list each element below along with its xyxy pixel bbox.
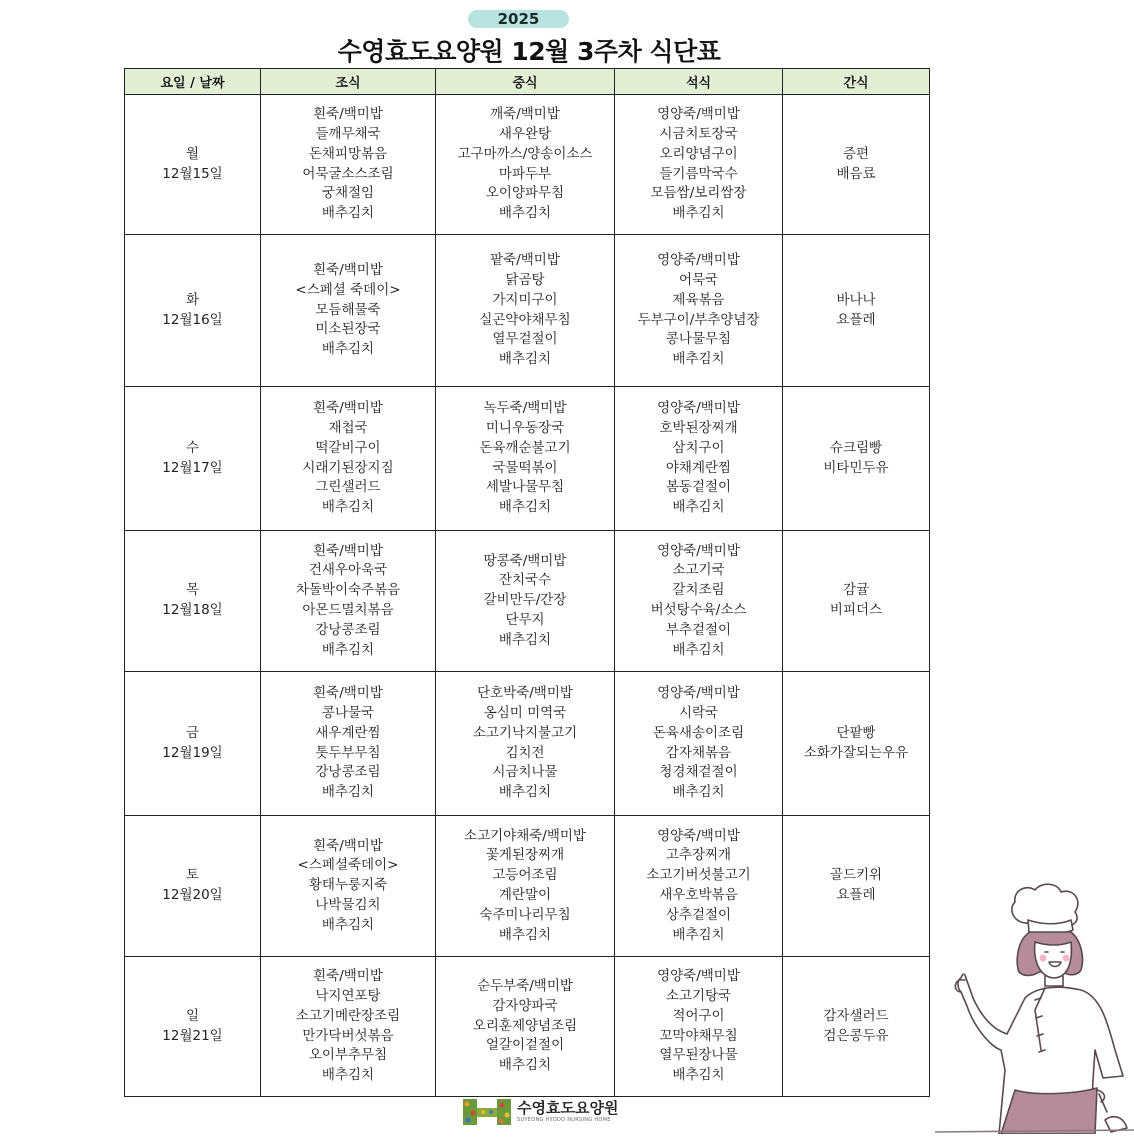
menu-item: 미니우동장국 bbox=[485, 419, 565, 436]
dinner-cell bbox=[615, 816, 783, 957]
dinner-cell bbox=[615, 95, 783, 235]
menu-item: 그린샐러드 bbox=[315, 479, 381, 496]
table-body bbox=[125, 95, 930, 1097]
logo-mosaic-icon bbox=[463, 1099, 511, 1125]
breakfast-cell bbox=[261, 95, 436, 235]
menu-item: 감자채볶음 bbox=[665, 744, 732, 761]
menu-item: 깨죽/백미밥 bbox=[490, 106, 560, 123]
chef-woman-illustration bbox=[935, 880, 1134, 1134]
table-row bbox=[125, 531, 930, 672]
menu-item: 삼치구이 bbox=[672, 439, 725, 456]
menu-item: 흰죽/백미밥 bbox=[313, 968, 383, 985]
menu-item: 잔치국수 bbox=[498, 572, 552, 589]
table-row bbox=[125, 816, 930, 957]
menu-item: 검은콩두유 bbox=[823, 1027, 889, 1044]
menu-item: 영양죽/백미밥 bbox=[657, 685, 740, 702]
menu-item: 차돌박이숙주볶음 bbox=[295, 582, 401, 599]
table-row bbox=[125, 672, 930, 816]
menu-item: 팥죽/백미밥 bbox=[490, 252, 560, 269]
menu-item: 배추김치 bbox=[672, 499, 725, 516]
menu-item: 황태누룽지죽 bbox=[308, 877, 388, 894]
menu-item: 소고기메란장조림 bbox=[295, 1007, 401, 1024]
menu-item: 돈육깨순불고기 bbox=[479, 439, 571, 456]
menu-item: 배추김치 bbox=[498, 784, 552, 801]
lunch-cell bbox=[436, 95, 615, 235]
menu-item: 두부구이/부추양념장 bbox=[637, 311, 760, 328]
menu-item: 감자양파국 bbox=[492, 997, 558, 1014]
day-label: 수 bbox=[185, 439, 200, 456]
snack-cell bbox=[783, 95, 930, 235]
menu-item: 버섯탕수육/소스 bbox=[650, 602, 747, 618]
day-date-cell bbox=[125, 957, 261, 1097]
menu-item: 청경채겉절이 bbox=[659, 764, 738, 781]
table-row bbox=[125, 95, 930, 235]
menu-item: 배추김치 bbox=[672, 351, 725, 368]
snack-cell bbox=[783, 672, 930, 816]
menu-item: 아몬드멸치볶음 bbox=[302, 602, 394, 618]
menu-item: 배추김치 bbox=[321, 205, 375, 222]
menu-item: 숙주미나리무침 bbox=[479, 906, 571, 923]
menu-item: 모듬쌈/보리쌈장 bbox=[650, 185, 747, 202]
breakfast-cell bbox=[261, 816, 436, 957]
menu-item: 계란말이 bbox=[498, 887, 552, 903]
column-header-snack: 간식 bbox=[783, 69, 930, 95]
menu-item: 땅콩죽/백미밥 bbox=[483, 552, 567, 569]
menu-item: 부추겉절이 bbox=[665, 621, 732, 638]
menu-item: 요플레 bbox=[836, 311, 876, 328]
menu-item: 강낭콩조림 bbox=[315, 764, 381, 781]
menu-item: 배추김치 bbox=[321, 916, 375, 933]
menu-item: 흰죽/백미밥 bbox=[313, 262, 383, 278]
menu-item: 영양죽/백미밥 bbox=[657, 827, 740, 844]
menu-item: 배추김치 bbox=[672, 205, 725, 222]
menu-item: 시락국 bbox=[678, 704, 719, 721]
menu-item: 흰죽/백미밥 bbox=[313, 106, 383, 123]
menu-item: 실곤약야채무침 bbox=[479, 311, 571, 328]
day-date-cell bbox=[125, 816, 261, 957]
menu-item: 배추김치 bbox=[321, 784, 375, 801]
menu-item: 배추김치 bbox=[498, 205, 552, 222]
menu-item: 꽃게된장찌개 bbox=[485, 847, 565, 864]
day-date-cell bbox=[125, 387, 261, 531]
menu-item: 세발나물무침 bbox=[485, 479, 565, 496]
column-header-breakfast: 조식 bbox=[261, 69, 436, 95]
menu-item: 고추장찌개 bbox=[665, 847, 732, 864]
menu-item: 배추김치 bbox=[672, 641, 725, 658]
menu-item: 배추김치 bbox=[321, 499, 375, 516]
menu-item: 오리양념구이 bbox=[659, 145, 738, 162]
menu-item: 소고기버섯불고기 bbox=[646, 867, 751, 884]
menu-item: 만가닥버섯볶음 bbox=[302, 1027, 394, 1044]
day-label: 금 bbox=[185, 724, 200, 741]
menu-item: 건새우아욱국 bbox=[308, 562, 388, 579]
menu-item: 소고기탕국 bbox=[665, 987, 732, 1004]
menu-item: 소고기국 bbox=[672, 562, 725, 579]
menu-item: 오리훈제양념조림 bbox=[472, 1017, 578, 1034]
snack-cell bbox=[783, 816, 930, 957]
menu-item: 소고기낙지불고기 bbox=[472, 724, 578, 741]
menu-item: 영양죽/백미밥 bbox=[657, 252, 740, 269]
menu-item: 오이양파무침 bbox=[485, 185, 565, 202]
day-date-cell bbox=[125, 531, 261, 672]
menu-item: 꼬막야채무침 bbox=[659, 1027, 738, 1044]
lunch-cell bbox=[436, 387, 615, 531]
menu-item: 배추김치 bbox=[321, 641, 375, 658]
day-label: 월 bbox=[185, 145, 200, 162]
menu-item: 김치전 bbox=[505, 744, 545, 761]
date-label: 12월15일 bbox=[162, 165, 223, 182]
table-row bbox=[125, 387, 930, 531]
meal-table bbox=[124, 68, 930, 1097]
snack-cell bbox=[783, 387, 930, 531]
menu-item: 상추겉절이 bbox=[665, 906, 732, 923]
menu-item: 오이부추무침 bbox=[308, 1047, 388, 1064]
menu-item: 갈비만두/간장 bbox=[483, 592, 567, 609]
dinner-cell bbox=[615, 235, 783, 387]
snack-cell bbox=[783, 531, 930, 672]
menu-item: 영양죽/백미밥 bbox=[657, 400, 740, 417]
logo-name: 수영효도요양원 bbox=[517, 1099, 619, 1117]
menu-item: 배음료 bbox=[836, 165, 876, 182]
lunch-cell bbox=[436, 816, 615, 957]
lunch-cell bbox=[436, 235, 615, 387]
column-header-lunch: 중식 bbox=[436, 69, 615, 95]
menu-item: <스페셜죽데이> bbox=[297, 857, 399, 874]
menu-item: 국물떡볶이 bbox=[492, 459, 558, 476]
menu-item: 영양죽/백미밥 bbox=[657, 106, 740, 123]
menu-item: 흰죽/백미밥 bbox=[313, 400, 383, 417]
menu-item: 떡갈비구이 bbox=[315, 439, 381, 456]
lunch-cell bbox=[436, 531, 615, 672]
table-row bbox=[125, 235, 930, 387]
menu-item: 배추김치 bbox=[498, 499, 552, 516]
menu-item: 배추김치 bbox=[321, 341, 375, 358]
menu-item: 단호박죽/백미밥 bbox=[477, 685, 573, 702]
menu-item: 새우계란찜 bbox=[315, 724, 381, 741]
menu-item: 나박물김치 bbox=[315, 896, 381, 913]
menu-item: 영양죽/백미밥 bbox=[657, 542, 740, 559]
menu-item: 돈채피망볶음 bbox=[308, 145, 388, 162]
menu-item: 바나나 bbox=[836, 291, 876, 308]
menu-item: 돈육새송이조림 bbox=[652, 724, 745, 741]
menu-item: 흰죽/백미밥 bbox=[313, 542, 383, 559]
menu-item: 증편 bbox=[842, 145, 870, 162]
menu-item: 갈치조림 bbox=[672, 582, 725, 599]
column-header-day: 요일 / 날짜 bbox=[125, 69, 261, 95]
footer-logo bbox=[463, 1099, 618, 1125]
date-label: 12월19일 bbox=[162, 744, 223, 761]
date-label: 12월16일 bbox=[162, 311, 223, 328]
menu-item: 새우호박볶음 bbox=[659, 887, 738, 903]
menu-item: 열무겉절이 bbox=[492, 331, 558, 348]
menu-item: 옹심미 미역국 bbox=[483, 704, 567, 721]
menu-item: 감자샐러드 bbox=[823, 1007, 889, 1024]
menu-item: 배추김치 bbox=[498, 1057, 552, 1074]
menu-item: 배추김치 bbox=[498, 351, 552, 368]
menu-item: 배추김치 bbox=[498, 926, 552, 943]
breakfast-cell bbox=[261, 235, 436, 387]
menu-item: 열무된장나물 bbox=[659, 1047, 738, 1064]
dinner-cell bbox=[615, 531, 783, 672]
menu-item: 영양죽/백미밥 bbox=[657, 968, 740, 985]
menu-item: 봄동겉절이 bbox=[665, 479, 732, 496]
menu-item: 소고기야채죽/백미밥 bbox=[464, 827, 586, 844]
menu-item: 배추김치 bbox=[672, 784, 725, 801]
menu-item: 모듬해물죽 bbox=[315, 301, 381, 318]
menu-item: 콩나물국 bbox=[321, 704, 375, 721]
date-label: 12월20일 bbox=[162, 887, 223, 903]
date-label: 12월17일 bbox=[162, 459, 223, 476]
menu-item: <스페셜 죽데이> bbox=[295, 281, 401, 298]
menu-item: 흰죽/백미밥 bbox=[313, 685, 383, 702]
menu-item: 감귤 bbox=[842, 582, 870, 599]
menu-item: 재첩국 bbox=[328, 419, 368, 436]
menu-item: 녹두죽/백미밥 bbox=[483, 400, 567, 417]
dinner-cell bbox=[615, 957, 783, 1097]
date-label: 12월18일 bbox=[162, 602, 223, 618]
menu-item: 제육볶음 bbox=[672, 291, 725, 308]
day-label: 목 bbox=[185, 582, 200, 599]
menu-item: 들깨무채국 bbox=[315, 125, 381, 142]
menu-item: 어묵국 bbox=[678, 271, 719, 288]
page-title: 수영효도요양원 12월 3주차 식단표 bbox=[337, 37, 721, 66]
menu-item: 톳두부무침 bbox=[315, 744, 381, 761]
menu-item: 적어구이 bbox=[672, 1007, 725, 1024]
menu-item: 흰죽/백미밥 bbox=[313, 837, 383, 854]
menu-item: 새우완탕 bbox=[498, 125, 552, 142]
breakfast-cell bbox=[261, 531, 436, 672]
menu-item: 호박된장찌개 bbox=[659, 419, 738, 436]
menu-item: 얼갈이겉절이 bbox=[485, 1037, 565, 1054]
day-date-cell bbox=[125, 95, 261, 235]
menu-item: 고등어조림 bbox=[492, 867, 558, 884]
menu-item: 단팥빵 bbox=[836, 724, 876, 741]
menu-item: 시래기된장지짐 bbox=[302, 459, 394, 476]
date-label: 12월21일 bbox=[162, 1027, 223, 1044]
menu-item: 궁채절임 bbox=[321, 185, 375, 202]
menu-item: 배추김치 bbox=[672, 926, 725, 943]
logo-subtitle: SUYEONG HYODO NURSING HOME bbox=[517, 1117, 611, 1123]
table-header-row bbox=[125, 69, 930, 95]
lunch-cell bbox=[436, 957, 615, 1097]
menu-item: 슈크림빵 bbox=[829, 439, 883, 456]
year-badge: 2025 bbox=[468, 10, 569, 28]
snack-cell bbox=[783, 957, 930, 1097]
day-label: 토 bbox=[185, 867, 200, 884]
menu-item: 야채계란찜 bbox=[665, 459, 732, 476]
menu-item: 들기름막국수 bbox=[659, 165, 738, 182]
menu-item: 배추김치 bbox=[321, 1067, 375, 1084]
menu-item: 비피더스 bbox=[829, 602, 883, 618]
menu-item: 마파두부 bbox=[498, 165, 552, 182]
menu-item: 콩나물무침 bbox=[665, 331, 732, 348]
breakfast-cell bbox=[261, 957, 436, 1097]
lunch-cell bbox=[436, 672, 615, 816]
menu-item: 순두부죽/백미밥 bbox=[477, 978, 573, 994]
dinner-cell bbox=[615, 387, 783, 531]
menu-item: 어묵굴소스조림 bbox=[302, 165, 394, 182]
menu-item: 단무지 bbox=[505, 611, 545, 628]
menu-item: 가지미구이 bbox=[492, 291, 558, 308]
table-row bbox=[125, 957, 930, 1097]
menu-item: 강낭콩조림 bbox=[315, 621, 381, 638]
column-header-dinner: 석식 bbox=[615, 69, 783, 95]
menu-item: 고구마까스/양송이소스 bbox=[457, 145, 593, 162]
menu-item: 골드키위 bbox=[829, 867, 883, 884]
dinner-cell bbox=[615, 672, 783, 816]
menu-item: 낙지연포탕 bbox=[315, 987, 381, 1004]
menu-item: 배추김치 bbox=[672, 1067, 725, 1084]
menu-item: 미소된장국 bbox=[315, 321, 381, 338]
menu-item: 배추김치 bbox=[498, 631, 552, 648]
menu-item: 닭곰탕 bbox=[505, 271, 545, 288]
menu-item: 요플레 bbox=[836, 887, 876, 903]
menu-item: 비타민두유 bbox=[823, 459, 889, 476]
day-label: 화 bbox=[185, 291, 200, 308]
day-date-cell bbox=[125, 235, 261, 387]
menu-item: 시금치토장국 bbox=[659, 125, 738, 142]
breakfast-cell bbox=[261, 672, 436, 816]
menu-item: 소화가잘되는우유 bbox=[803, 744, 909, 761]
snack-cell bbox=[783, 235, 930, 387]
breakfast-cell bbox=[261, 387, 436, 531]
day-label: 일 bbox=[185, 1007, 200, 1024]
day-date-cell bbox=[125, 672, 261, 816]
menu-item: 시금치나물 bbox=[492, 764, 558, 781]
